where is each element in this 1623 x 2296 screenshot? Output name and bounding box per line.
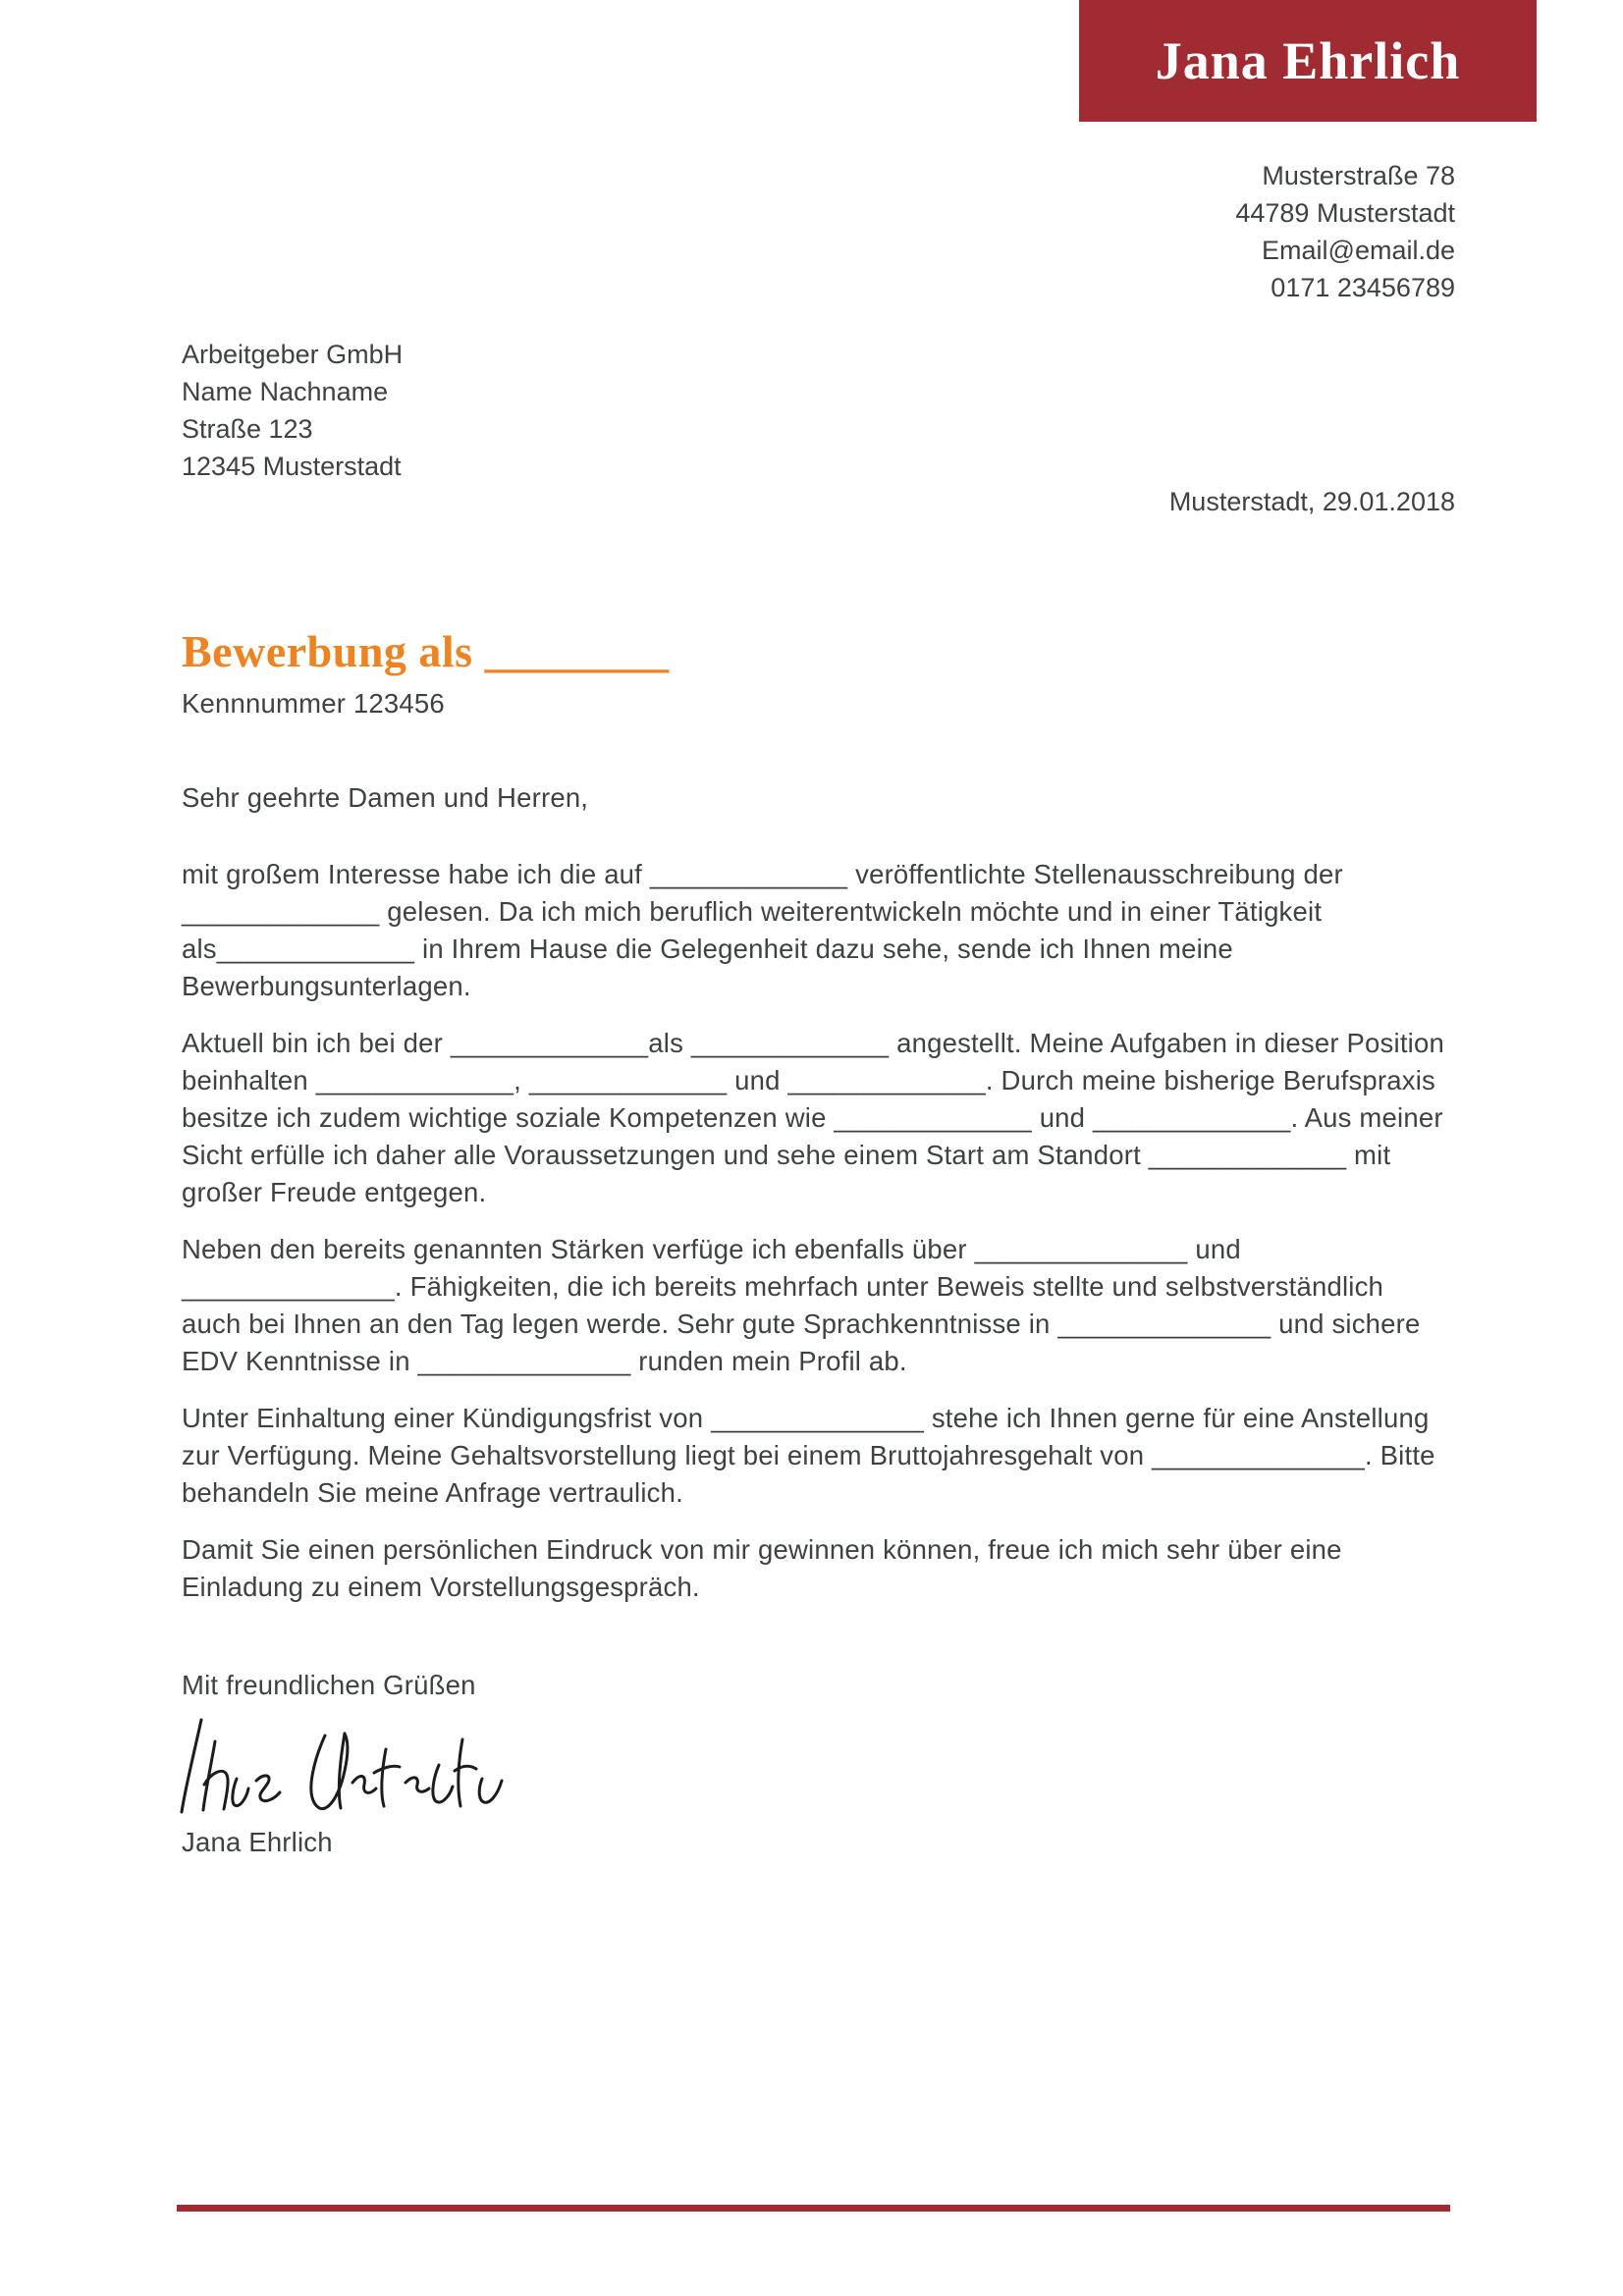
sender-email: Email@email.de [1262,236,1455,265]
date-line: Musterstadt, 29.01.2018 [1168,487,1455,516]
paragraph-current-position: Aktuell bin ich bei der _____________als _____________ angestellt. Meine Aufgaben in dieser Position beinhalten _____________, _____________ und _____________. Durch meine bisherige Berufspraxis besitze ich zudem wichtige soziale Kompetenzen wie _____________ und _____________. Aus meiner Sicht erfülle ich daher alle Voraussetzungen und sehe einem Start am Standort _____________ mit großer Freude entgegen. [182,1028,1444,1207]
recipient-contact: Name Nachname [182,377,389,406]
closing-phrase: Mit freundlichen Grüßen [182,1670,476,1700]
sender-city: 44789 Musterstadt [1235,198,1455,228]
reference-number: Kennnummer 123456 [182,688,445,719]
applicant-name: Jana Ehrlich [1155,31,1461,90]
paragraph-strengths: Neben den bereits genannten Stärken verfüge ich ebenfalls über ______________ und ______________. Fähigkeiten, die ich bereits mehrfach unter Beweis stellte und selbstverständlich auch bei Ihnen an den Tag legen werde. Sehr gute Sprachkenntnisse in ______________ und sichere EDV Kenntnisse in ______________ runden mein Profil ab. [182,1234,1421,1376]
sender-phone: 0171 23456789 [1271,273,1455,302]
sender-street: Musterstraße 78 [1262,161,1455,190]
letter-body [182,626,1450,1861]
paragraph-intro: mit großem Interesse habe ich die auf _____________ veröffentlichte Stellenausschreibung der _____________ gelesen. Da ich mich beruflich weiterentwickeln möchte und in einer Tätigkeit als_____________ in Ihrem Hause die Gelegenheit dazu sehe, sende ich Ihnen meine Bewerbungsunterlagen. [182,859,1343,1001]
recipient-city: 12345 Musterstadt [182,452,402,481]
paragraph-interview-request: Damit Sie einen persönlichen Eindruck von mir gewinnen können, freue ich mich sehr über eine Einladung zu einem Vorstellungsgespräch. [182,1534,1342,1602]
paragraph-notice-salary: Unter Einhaltung einer Kündigungsfrist von ______________ stehe ich Ihnen gerne für eine Anstellung zur Verfügung. Meine Gehaltsvorstellung liegt bei einem Bruttojahresgehalt von ______________. Bitte behandeln Sie meine Anfrage vertraulich. [182,1403,1435,1508]
recipient-address-block [182,336,403,485]
recipient-street: Straße 123 [182,414,313,444]
subject-heading: Bewerbung als ________ [182,626,670,676]
salutation: Sehr geehrte Damen und Herren, [182,782,589,813]
handwritten-signature-image [178,1712,508,1822]
footer-rule [177,2205,1450,2212]
signature-name: Jana Ehrlich [182,1827,333,1857]
recipient-company: Arbeitgeber GmbH [182,340,404,369]
header-name-box [1079,0,1537,122]
sender-address-block [1235,157,1455,306]
